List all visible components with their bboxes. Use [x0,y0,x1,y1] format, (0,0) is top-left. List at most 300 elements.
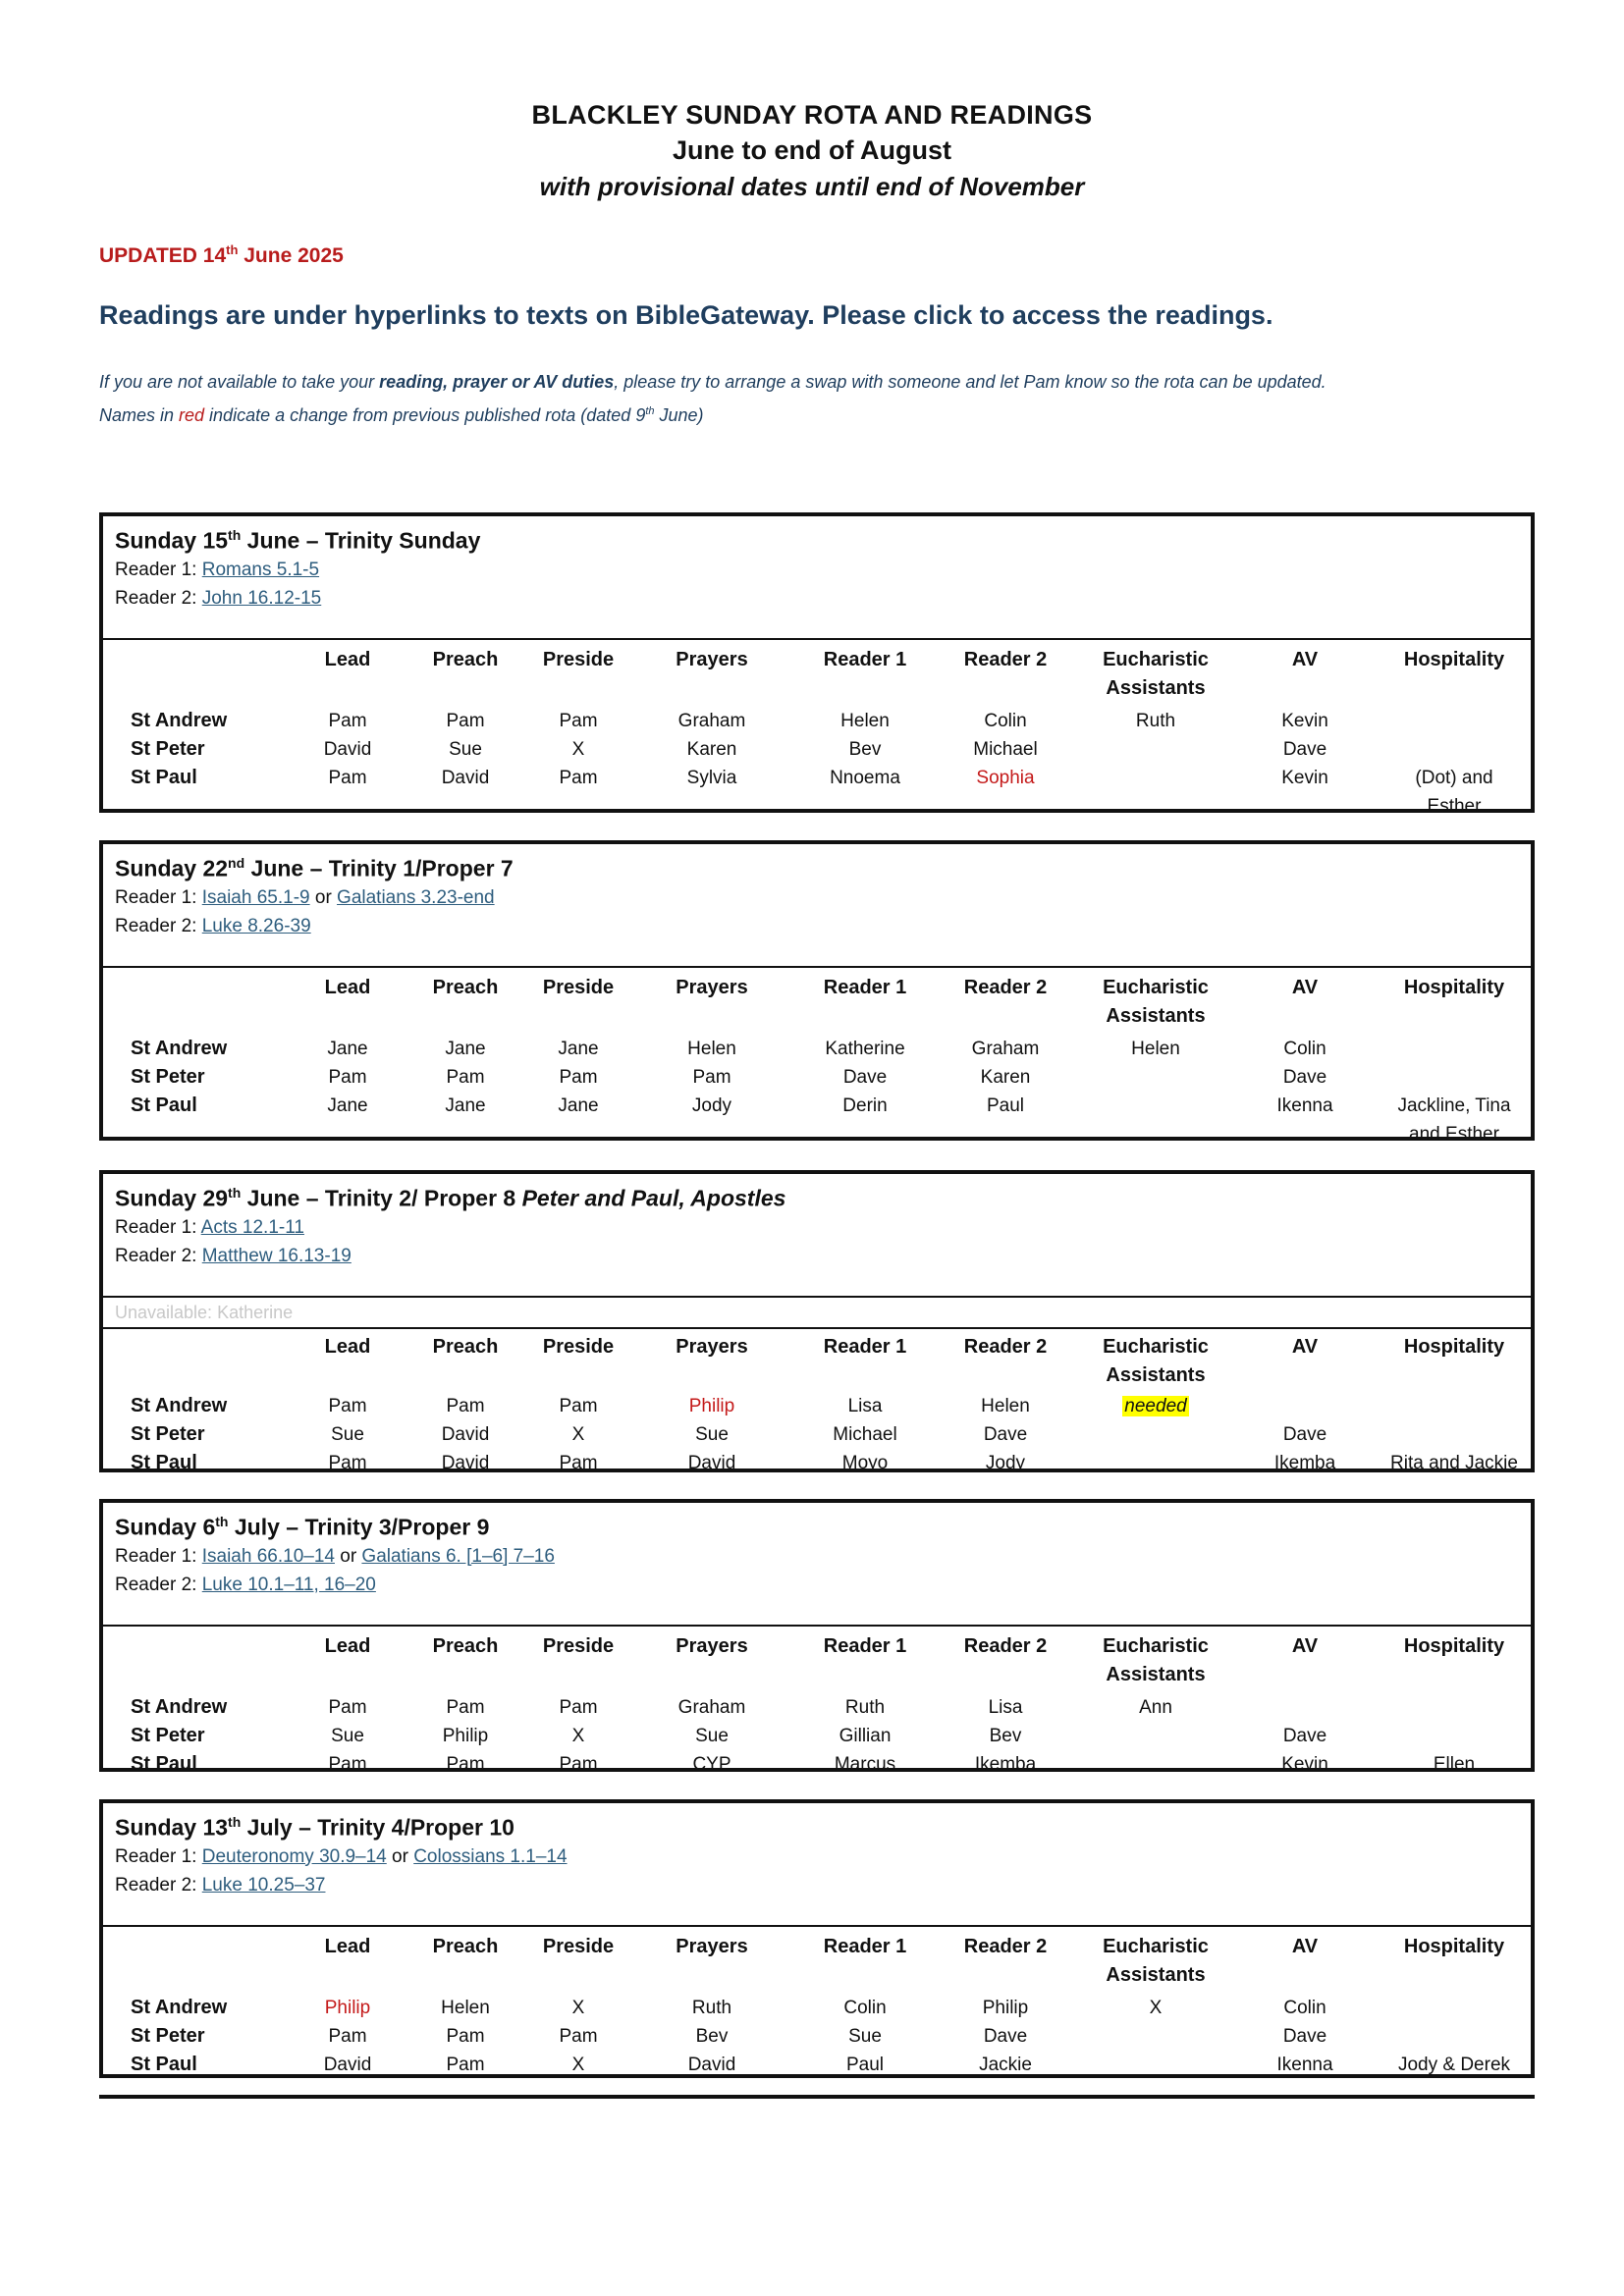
rota-cell-value: Dave [1282,1424,1327,1445]
column-header [1385,1933,1523,1961]
rota-cell [643,1449,781,1477]
reading-link[interactable]: Luke 10.1–11, 16–20 [201,1574,376,1595]
rota-cell-value: Helen [981,1396,1030,1416]
rota-cell [937,707,1074,735]
column-header [1385,1632,1523,1661]
rota-cell [510,1693,647,1722]
rota-cell [937,1750,1074,1779]
rota-cell-value: Bev [989,1726,1022,1746]
week-title-sup: th [228,1185,242,1201]
church-name: St Peter [131,738,205,760]
column-header-label: Preside [542,1936,615,1957]
rota-cell [643,707,781,735]
rota-cell-value: Pam [328,1067,367,1088]
rota-cell [796,764,934,792]
rota-cell-value: Jane [327,1039,368,1059]
week-title [115,848,1519,883]
reader1-line [115,883,1519,912]
rota-cell-value: Pam [559,768,598,788]
rota-table [103,1927,1531,2104]
rota-cell-value: Pam [446,1697,485,1718]
rota-cell [279,1092,416,1120]
week-title-sup: th [228,1814,242,1830]
rota-cell [510,1994,647,2022]
rota-cell-value: David [323,2055,372,2075]
rota-cell-value: Pam [692,1067,731,1088]
column-header-label: AV [1291,649,1319,670]
rota-cell [510,1420,647,1449]
rota-cell-value: Pam [328,1697,367,1718]
church-name: St Andrew [131,1038,228,1059]
rota-cell-value: David [323,739,372,760]
rota-cell-value: Ellen [1433,1754,1476,1775]
rota-cell-value: X [571,1998,585,2018]
end-divider [99,2095,1535,2099]
rota-cell-value: Sue [331,1726,364,1746]
rota-cell-value: Pam [559,1697,598,1718]
rota-cell [1236,1722,1374,1750]
column-header-label: AV [1291,1635,1319,1657]
reading-link[interactable]: Acts 12.1-11 [200,1216,304,1238]
week-header [103,516,1531,640]
week-title-text: Sunday 15 [115,527,229,554]
rota-cell [1236,1092,1374,1120]
reader1-line [115,1842,1519,1871]
week-title [115,1178,1519,1213]
reader1-label: Reader 1: [115,559,202,580]
rota-cell-value: Michael [833,1424,897,1445]
church-name: St Andrew [131,1395,228,1416]
column-header-label: Lead [324,649,371,670]
column-header-label: Hospitality [1403,977,1505,998]
column-header [1087,646,1224,703]
rota-cell-value: Ikemba [1273,1453,1336,1473]
column-header-label: Eucharistic [1103,649,1209,670]
column-header-label: Preside [542,1635,615,1657]
week-block [99,1499,1535,1775]
week-header [103,1174,1531,1298]
rota-table [103,968,1531,1145]
column-header [1087,1933,1224,1990]
church-name: St Paul [131,1095,197,1116]
column-header-label: Reader 2 [963,1936,1048,1957]
rota-cell [643,1392,781,1420]
column-header-label: Eucharistic [1103,977,1209,998]
rota-cell-value: Pam [559,2026,598,2047]
column-header-label: Reader 1 [823,977,907,998]
rota-cell [1087,1392,1224,1420]
rota-cell [279,1449,416,1477]
rota-cell [279,764,416,792]
rota-cell [1236,2051,1374,2079]
rota-cell [643,735,781,764]
column-header-label: Preside [542,1336,615,1358]
reader2-label: Reader 2: [115,1874,202,1896]
rota-cell-value: Pam [559,711,598,731]
column-header-label: Prayers [676,1936,748,1957]
column-header-sub: Assistants [1106,1364,1206,1386]
column-header [1385,974,1523,1002]
week-title-text: July – Trinity 4/Proper 10 [241,1814,514,1841]
rota-cell [279,1750,416,1779]
rota-cell-value: Colin [984,711,1027,731]
rota-cell [279,1420,416,1449]
rota-cell [279,1722,416,1750]
column-header [937,1632,1074,1661]
reader2-line [115,584,1519,613]
rota-cell [643,2022,781,2051]
rota-cell [796,1693,934,1722]
column-header [1236,1333,1374,1362]
column-header [643,1933,781,1961]
column-header-label: Eucharistic [1103,1936,1209,1957]
rota-cell-value: Ruth [1135,711,1176,731]
column-header [1087,974,1224,1031]
column-header [796,1933,934,1961]
column-header-label: Prayers [676,1635,748,1657]
column-header [510,646,647,674]
rota-cell-value: Helen [840,711,890,731]
rota-cell [796,1994,934,2022]
column-header [643,974,781,1002]
rota-cell-value: Ruth [844,1697,886,1718]
week-block [99,1170,1535,1472]
rota-cell [643,1035,781,1063]
reading-link[interactable]: Matthew 16.13-19 [201,1245,352,1266]
rota-cell [1236,1063,1374,1092]
column-header-label: Reader 2 [963,977,1048,998]
rota-cell [643,1750,781,1779]
rota-cell [1236,1449,1374,1477]
rota-cell [510,1449,647,1477]
rota-cell-value: Paul [986,1095,1025,1116]
rota-cell-value: Ikenna [1276,2055,1333,2075]
column-header-label: Reader 2 [963,1635,1048,1657]
rota-cell-value: X [571,1424,585,1445]
rota-cell [643,764,781,792]
rota-cell [796,1449,934,1477]
rota-cell [279,707,416,735]
column-header [279,974,416,1002]
rota-cell [1087,1693,1224,1722]
column-header-label: Reader 2 [963,649,1048,670]
rota-cell-value: Jody [691,1095,732,1116]
rota-cell-value: Marcus [834,1754,896,1775]
column-header-label: Prayers [676,977,748,998]
unavailable-note: Unavailable: Katherine [103,1298,1531,1329]
rota-cell [937,1063,1074,1092]
rota-cell-value: Ikemba [974,1754,1037,1775]
rota-cell-value: Colin [1283,1039,1326,1059]
rota-cell-value: Jane [445,1039,486,1059]
church-name: St Peter [131,1066,205,1088]
rota-cell-value: Kevin [1281,1754,1328,1775]
column-header [796,1632,934,1661]
column-header [937,646,1074,674]
rota-cell-value: Sue [848,2026,882,2047]
rota-cell-value: X [571,1726,585,1746]
rota-cell-value: Sophia [976,768,1035,788]
reader1-line [115,1542,1519,1571]
reading-link[interactable]: Galatians 6. [1–6] 7–16 [361,1545,555,1567]
column-header [279,646,416,674]
column-header-label: Reader 1 [823,649,907,670]
reading-link[interactable]: Isaiah 65.1-9 [201,886,310,908]
column-header [510,1632,647,1661]
rota-cell [279,1035,416,1063]
reading-link[interactable]: Galatians 3.23-end [337,886,495,908]
rota-cell-value: Pam [559,1754,598,1775]
rota-cell [643,1994,781,2022]
column-header-label: Reader 1 [823,1936,907,1957]
rota-cell-value: Graham [677,711,746,731]
column-header [796,1333,934,1362]
rota-cell [1385,1750,1523,1779]
column-header-label: Preach [432,977,499,998]
rota-cell-value: Pam [446,1396,485,1416]
column-header-label: Hospitality [1403,1336,1505,1358]
reading-link[interactable]: Romans 5.1-5 [201,559,320,580]
or-label: or [334,1545,362,1567]
column-header [937,1333,1074,1362]
rota-cell [279,1994,416,2022]
rota-cell-value: Dave [983,1424,1028,1445]
rota-cell [796,2022,934,2051]
rota-cell [1236,1750,1374,1779]
rota-cell [796,1092,934,1120]
rota-cell [937,1994,1074,2022]
reader2-label: Reader 2: [115,587,202,609]
reader1-label: Reader 1: [115,1545,202,1567]
rota-cell [279,2022,416,2051]
reader2-line [115,1242,1519,1270]
rota-cell-value: Jackie [979,2055,1032,2075]
column-header [1236,1933,1374,1961]
rota-cell [510,707,647,735]
rota-cell [1087,707,1224,735]
rota-cell-value: Dave [1282,1726,1327,1746]
column-header [1236,1632,1374,1661]
rota-cell [796,1722,934,1750]
rota-cell [1236,764,1374,792]
column-header-label: Prayers [676,649,748,670]
rota-cell-value: David [687,1453,736,1473]
column-header-label: Hospitality [1403,1635,1505,1657]
week-title-sup: nd [228,855,245,871]
rota-cell-value: Jane [558,1039,599,1059]
reading-link[interactable]: John 16.12-15 [201,587,322,609]
rota-cell [937,1092,1074,1120]
rota-cell-value: Pam [446,2026,485,2047]
rota-cell-value: Philip [688,1396,735,1416]
week-block [99,1799,1535,2078]
rota-cell [1236,1035,1374,1063]
rota-cell-value: Lisa [988,1697,1023,1718]
column-header-sub: Assistants [1106,1664,1206,1685]
rota-cell [937,1722,1074,1750]
rota-cell-value: Jody [985,1453,1026,1473]
rota-cell-value: Graham [971,1039,1040,1059]
rota-cell-value: Derin [842,1095,888,1116]
column-header [279,1632,416,1661]
rota-cell [510,1063,647,1092]
column-header [510,974,647,1002]
reading-link[interactable]: Colossians 1.1–14 [413,1845,568,1867]
column-header [937,974,1074,1002]
rota-cell [279,735,416,764]
rota-cell [937,1392,1074,1420]
rota-cell-value: Ruth [691,1998,732,2018]
column-header-label: Lead [324,1336,371,1358]
column-header-label: Reader 1 [823,1336,907,1358]
column-header [510,1933,647,1961]
column-header [279,1333,416,1362]
rota-cell [279,2051,416,2079]
rota-cell [1236,1994,1374,2022]
reader1-line [115,1213,1519,1242]
rota-cell [1236,735,1374,764]
column-header-label: Preach [432,1936,499,1957]
rota-cell [643,1722,781,1750]
column-header-label: Eucharistic [1103,1635,1209,1657]
column-header [937,1933,1074,1961]
column-header-sub: Assistants [1106,1964,1206,1986]
rota-cell-value: Michael [973,739,1038,760]
rota-cell [1087,1994,1224,2022]
or-label: or [309,886,338,908]
rota-cell-value: Pam [328,1453,367,1473]
column-header-label: AV [1291,1936,1319,1957]
column-header-label: AV [1291,1336,1319,1358]
rota-cell-value: Karen [686,739,737,760]
church-name: St Andrew [131,1997,228,2018]
rota-cell [510,1750,647,1779]
column-header [279,1933,416,1961]
column-header [1385,1333,1523,1362]
rota-cell-value: David [687,2055,736,2075]
reading-link[interactable]: Luke 10.25–37 [201,1874,326,1896]
rota-cell-value: Rita and Jackie [1390,1453,1518,1473]
week-title-sup: th [215,1514,229,1529]
rota-cell-value: Paul [845,2055,885,2075]
reading-link[interactable]: Deuteronomy 30.9–14 [201,1845,387,1867]
rota-cell [643,2051,781,2079]
rota-cell-value: Philip [982,1998,1029,2018]
rota-cell [1385,2051,1523,2079]
week-title [115,1807,1519,1842]
church-name: St Paul [131,2054,197,2075]
rota-cell-value: X [571,739,585,760]
rota-cell-value: Pam [559,1396,598,1416]
rota-cell [796,2051,934,2079]
rota-cell-value: Bev [695,2026,729,2047]
rota-cell [643,1420,781,1449]
column-header-label: Preside [542,977,615,998]
rota-cell-value: Kevin [1281,768,1328,788]
week-title-text: Sunday 13 [115,1814,229,1841]
column-header [1385,646,1523,674]
column-header-label: Reader 2 [963,1336,1048,1358]
rota-cell-value: and Esther [1409,1124,1499,1145]
rota-cell-value: Pam [328,1754,367,1775]
rota-cell-value: Dave [983,2026,1028,2047]
week-title-sup: th [228,527,242,543]
readings-note: Readings are under hyperlinks to texts on BibleGateway. Please click to access the readings. [99,300,1273,330]
rota-cell-value: Helen [1131,1039,1180,1059]
column-header [1087,1632,1224,1689]
rota-cell-value: David [441,768,490,788]
rota-cell-value: Sue [449,739,482,760]
church-name: St Paul [131,1753,197,1775]
rota-cell [510,764,647,792]
week-title-text: Sunday 22 [115,855,229,881]
column-header-label: Preach [432,1635,499,1657]
page-provisional-note: with provisional dates until end of November [539,172,1085,201]
rota-cell-value: Pam [328,711,367,731]
column-header-label: Preach [432,649,499,670]
reading-link[interactable]: Luke 8.26-39 [201,915,311,936]
column-header-sub: Assistants [1106,1005,1206,1027]
rota-cell [279,1392,416,1420]
rota-cell-value: Ikenna [1276,1095,1333,1116]
rota-cell [1385,764,1523,821]
page-subtitle: June to end of August [673,135,951,165]
week-title-text: July – Trinity 3/Proper 9 [228,1514,490,1540]
reader1-line [115,556,1519,584]
reading-link[interactable]: Isaiah 66.10–14 [201,1545,335,1567]
week-title-text: Sunday 29 [115,1185,229,1211]
rota-cell [510,2022,647,2051]
rota-cell-value: Sylvia [686,768,737,788]
column-header-label: Preside [542,649,615,670]
rota-cell-value: Pam [328,1396,367,1416]
reader1-label: Reader 1: [115,1216,201,1238]
rota-cell [796,1750,934,1779]
church-name: St Andrew [131,710,228,731]
rota-cell-value: Bev [848,739,882,760]
rota-cell-value: Jane [558,1095,599,1116]
rota-cell-value: David [441,1424,490,1445]
reader2-line [115,1871,1519,1899]
column-header [1087,1333,1224,1390]
rota-cell [1385,1449,1523,1477]
rota-table [103,1627,1531,1803]
rota-cell [1236,707,1374,735]
rota-cell [937,2022,1074,2051]
rota-cell-value: Kevin [1281,711,1328,731]
church-name: St Andrew [131,1696,228,1718]
rota-cell-value: (Dot) and [1415,768,1493,788]
column-header-label: Prayers [676,1336,748,1358]
rota-cell [937,1693,1074,1722]
rota-cell [510,2051,647,2079]
column-header-label: Lead [324,1936,371,1957]
rota-cell [937,1449,1074,1477]
rota-cell [937,1420,1074,1449]
rota-cell-value: Pam [446,711,485,731]
week-block [99,840,1535,1145]
week-header [103,1803,1531,1927]
rota-cell-value: Philip [442,1726,489,1746]
rota-cell [796,1035,934,1063]
column-header-label: Lead [324,1635,371,1657]
rota-cell-value: X [571,2055,585,2075]
reader1-label: Reader 1: [115,886,202,908]
rota-cell-value: Pam [328,768,367,788]
rota-cell-value: Pam [328,2026,367,2047]
column-header [796,646,934,674]
rota-cell-value: David [441,1453,490,1473]
